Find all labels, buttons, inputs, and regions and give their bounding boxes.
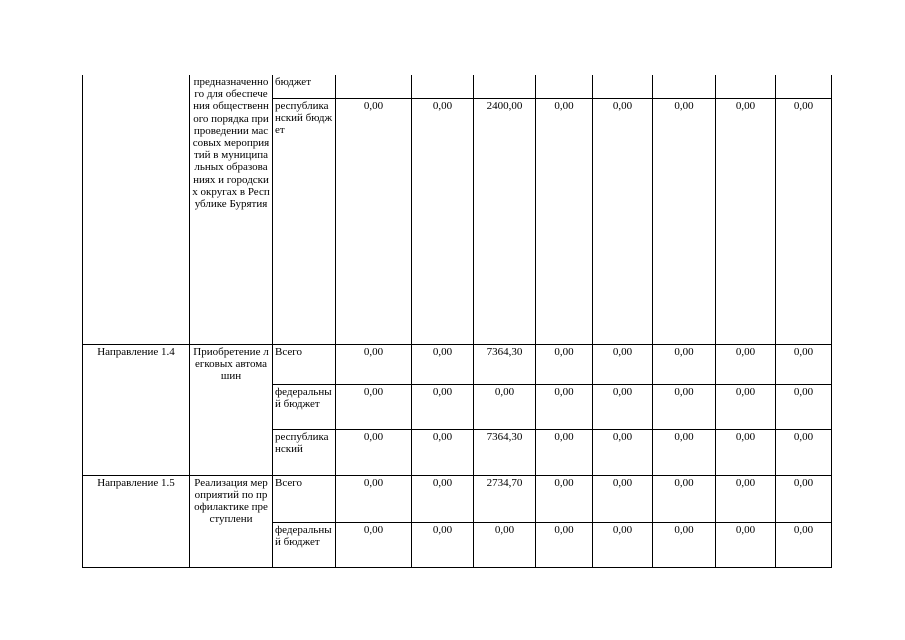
value-cell: 0,00 xyxy=(716,522,776,567)
value-cell: 0,00 xyxy=(336,522,412,567)
value-cell: 0,00 xyxy=(593,384,653,429)
direction-cell xyxy=(83,75,190,344)
source-cell: Всего xyxy=(273,344,336,384)
value-cell: 0,00 xyxy=(776,344,832,384)
value-cell: 0,00 xyxy=(776,475,832,522)
value-cell: 0,00 xyxy=(412,429,474,475)
source-cell: федеральный бюджет xyxy=(273,522,336,567)
value-cell: 0,00 xyxy=(776,384,832,429)
value-cell: 0,00 xyxy=(336,98,412,344)
value-cell: 0,00 xyxy=(536,384,593,429)
table-row xyxy=(83,475,832,522)
table-row xyxy=(83,344,832,384)
value-cell: 0,00 xyxy=(716,475,776,522)
value-cell: 0,00 xyxy=(776,98,832,344)
value-cell xyxy=(776,75,832,98)
value-cell: 2400,00 xyxy=(474,98,536,344)
value-cell: 0,00 xyxy=(336,429,412,475)
value-cell: 0,00 xyxy=(716,98,776,344)
value-cell: 0,00 xyxy=(716,344,776,384)
value-cell xyxy=(412,75,474,98)
direction-cell: Направление 1.5 xyxy=(83,475,190,567)
value-cell xyxy=(474,75,536,98)
direction-cell: Направление 1.4 xyxy=(83,344,190,475)
value-cell xyxy=(716,75,776,98)
source-cell: федеральный бюджет xyxy=(273,384,336,429)
value-cell: 0,00 xyxy=(412,475,474,522)
value-cell: 0,00 xyxy=(593,344,653,384)
value-cell xyxy=(536,75,593,98)
source-cell: республиканский xyxy=(273,429,336,475)
value-cell: 0,00 xyxy=(593,429,653,475)
value-cell: 0,00 xyxy=(653,475,716,522)
value-cell: 7364,30 xyxy=(474,429,536,475)
value-cell: 0,00 xyxy=(474,522,536,567)
value-cell: 0,00 xyxy=(776,429,832,475)
source-cell: республиканский бюджет xyxy=(273,98,336,344)
value-cell: 0,00 xyxy=(336,384,412,429)
value-cell: 7364,30 xyxy=(474,344,536,384)
value-cell: 0,00 xyxy=(593,98,653,344)
value-cell: 0,00 xyxy=(593,522,653,567)
value-cell: 0,00 xyxy=(716,429,776,475)
value-cell: 0,00 xyxy=(412,98,474,344)
description-cell: Реализация мероприятий по профилактике преступлени xyxy=(190,475,273,567)
value-cell: 0,00 xyxy=(653,429,716,475)
value-cell: 0,00 xyxy=(776,522,832,567)
value-cell: 0,00 xyxy=(653,98,716,344)
value-cell: 0,00 xyxy=(536,429,593,475)
table-row xyxy=(83,75,832,98)
value-cell: 0,00 xyxy=(536,522,593,567)
value-cell: 0,00 xyxy=(653,522,716,567)
value-cell: 0,00 xyxy=(474,384,536,429)
value-cell: 0,00 xyxy=(593,475,653,522)
value-cell xyxy=(593,75,653,98)
value-cell: 0,00 xyxy=(653,344,716,384)
value-cell: 0,00 xyxy=(412,384,474,429)
value-cell: 0,00 xyxy=(336,344,412,384)
budget-table xyxy=(82,75,832,568)
description-cell: предназначенного для обеспечения общественного порядка при проведении массовых мероприятий в муниципальных образованиях и городских округах в Республике Бурятия xyxy=(190,75,273,344)
description-cell: Приобретение легковых автомашин xyxy=(190,344,273,475)
value-cell: 0,00 xyxy=(536,344,593,384)
source-cell: Всего xyxy=(273,475,336,522)
value-cell: 0,00 xyxy=(716,384,776,429)
value-cell: 0,00 xyxy=(536,98,593,344)
value-cell: 0,00 xyxy=(653,384,716,429)
value-cell: 0,00 xyxy=(412,344,474,384)
value-cell xyxy=(336,75,412,98)
value-cell: 0,00 xyxy=(336,475,412,522)
value-cell: 0,00 xyxy=(412,522,474,567)
value-cell: 0,00 xyxy=(536,475,593,522)
value-cell xyxy=(653,75,716,98)
source-cell: бюджет xyxy=(273,75,336,98)
value-cell: 2734,70 xyxy=(474,475,536,522)
